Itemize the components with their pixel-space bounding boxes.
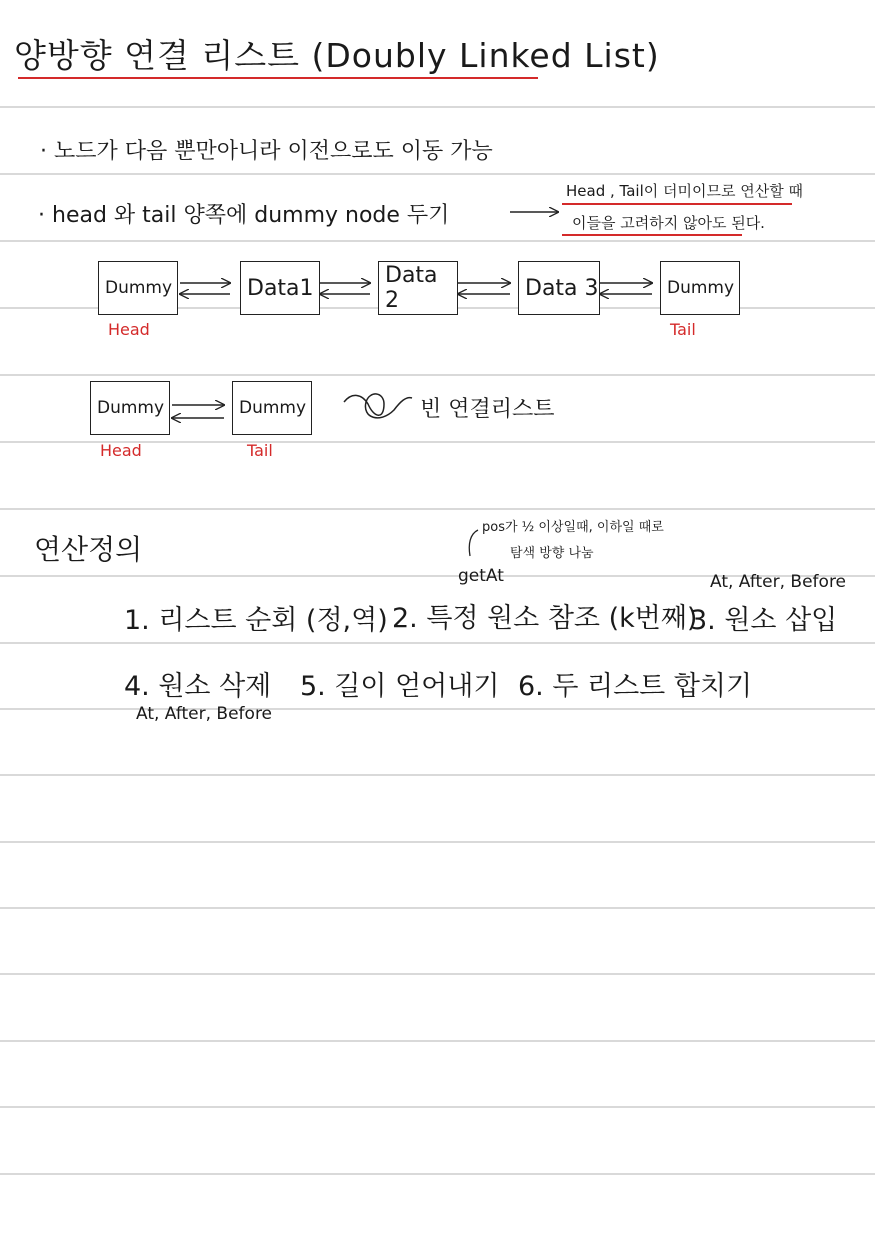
- insert-variants: At, After, Before: [710, 572, 847, 592]
- list-node: Data 3: [518, 261, 600, 315]
- bullet-dot-icon: ·: [40, 139, 54, 164]
- list-node: Data 2: [378, 261, 458, 315]
- list-node: Data1: [240, 261, 320, 315]
- getat-bracket: [469, 530, 478, 556]
- getat-label: getAt: [458, 566, 504, 586]
- operation-item: 4. 원소 삭제: [124, 671, 272, 702]
- head-label: Head: [100, 441, 142, 460]
- bullet-text: 노드가 다음 뿐만아니라 이전으로도 이동 가능: [54, 139, 493, 164]
- operation-item: 6. 두 리스트 합치기: [518, 671, 753, 702]
- operation-item: 2. 특정 원소 참조 (k번째): [392, 603, 698, 634]
- tail-label: Tail: [247, 441, 273, 460]
- page-title: 양방향 연결 리스트 (Doubly Linked List): [14, 36, 660, 75]
- bullet-dot-icon: ·: [38, 203, 52, 228]
- list-node-dummy-head: Dummy: [98, 261, 178, 315]
- empty-node-dummy-tail: Dummy: [232, 381, 312, 435]
- empty-list-note: 빈 연결리스트: [420, 397, 555, 422]
- tail-label: Tail: [670, 320, 696, 339]
- squiggle-mark: [344, 394, 412, 418]
- operations-heading: 연산정의: [34, 533, 143, 566]
- list-node-dummy-tail: Dummy: [660, 261, 740, 315]
- delete-variants: At, After, Before: [136, 704, 273, 724]
- getat-note-line1: pos가 ½ 이상일때, 이하일 때로: [482, 520, 664, 535]
- dummy-note-line1: Head , Tail이 더미이므로 연산할 때: [566, 182, 803, 200]
- dummy-note-line2: 이들을 고려하지 않아도 된다.: [572, 214, 765, 232]
- empty-node-dummy-head: Dummy: [90, 381, 170, 435]
- head-label: Head: [108, 320, 150, 339]
- operation-item: 5. 길이 얻어내기: [300, 671, 500, 702]
- bullet-text: head 와 tail 양쪽에 dummy node 두기: [52, 203, 450, 228]
- operation-item: 3. 원소 삽입: [690, 605, 838, 636]
- getat-note-line2: 탐색 방향 나눔: [510, 546, 594, 561]
- operation-item: 1. 리스트 순회 (정,역): [124, 605, 388, 636]
